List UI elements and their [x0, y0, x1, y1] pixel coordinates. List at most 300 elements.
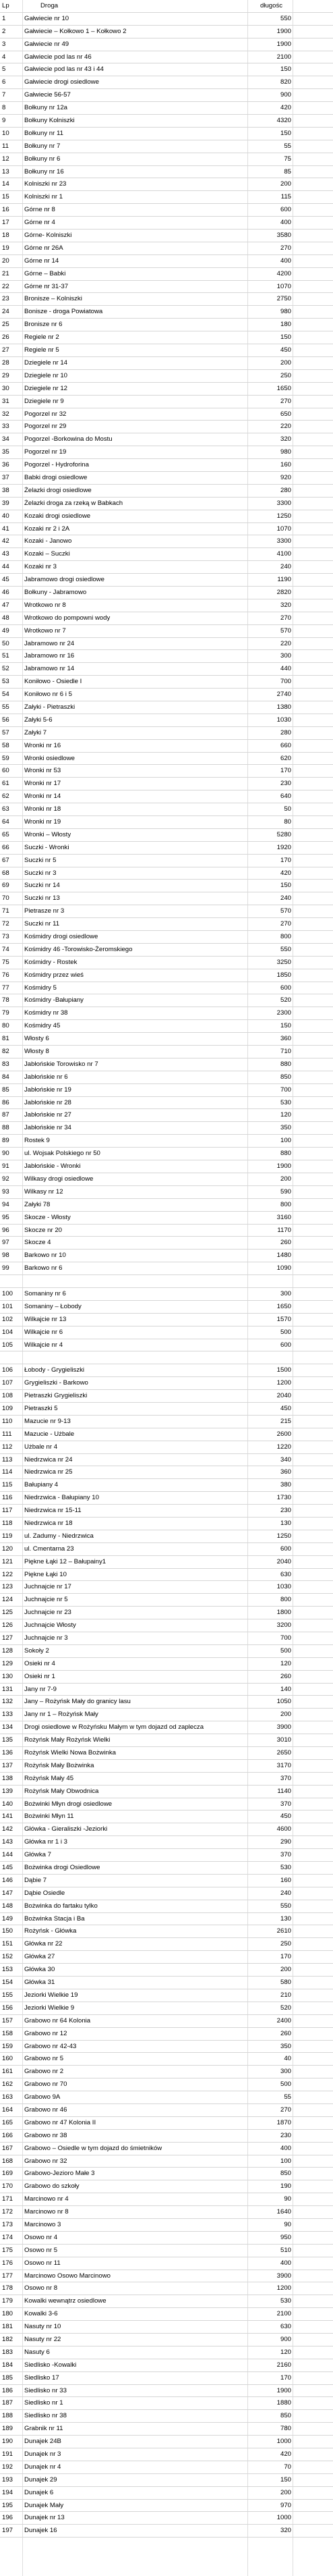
- row-lp: 187: [2, 2399, 13, 2407]
- row-lp: 3: [2, 40, 6, 48]
- row-road: Wronki nr 19: [24, 818, 61, 826]
- row-lp: 116: [2, 1494, 13, 1502]
- row-road: Dziegiele nr 14: [24, 358, 67, 367]
- row-lp: 12: [2, 155, 9, 163]
- row-road: Bołkuny Kolniszki: [24, 117, 75, 125]
- row-road: Grabowo 9A: [24, 2093, 61, 2101]
- row-length: 710: [280, 1048, 291, 1056]
- table-row: [0, 2436, 333, 2448]
- row-road: Wronki osiedlowe: [24, 754, 75, 762]
- table-row: [0, 1339, 333, 1352]
- table-row: [0, 1658, 333, 1671]
- row-length: 2300: [276, 1009, 291, 1017]
- row-road: Sokoły 2: [24, 1646, 49, 1655]
- row-lp: 118: [2, 1519, 13, 1527]
- row-lp: 185: [2, 2373, 13, 2382]
- row-lp: 163: [2, 2093, 13, 2101]
- row-road: Marcinowo nr 8: [24, 2208, 69, 2216]
- row-length: 270: [280, 397, 291, 405]
- table-row: [0, 1071, 333, 1084]
- row-road: Gałwiecie – Kołkowo 1 – Kołkowo 2: [24, 27, 127, 35]
- row-road: Wronki nr 14: [24, 793, 61, 801]
- table-row: [0, 816, 333, 829]
- row-road: Dunajek nr 3: [24, 2450, 61, 2458]
- table-row: [0, 905, 333, 918]
- row-road: Grabowo nr 70: [24, 2081, 67, 2089]
- row-road: Górne nr 26A: [24, 244, 63, 252]
- table-row: [0, 880, 333, 892]
- table-row: [0, 2066, 333, 2078]
- row-road: Wrotkowo nr 7: [24, 626, 66, 635]
- row-road: Bołkuny - Jabramowo: [24, 588, 87, 596]
- row-road: Juchnajcie nr 5: [24, 1596, 68, 1604]
- row-road: Wronki nr 53: [24, 767, 61, 775]
- row-road: Grabowo do szkoły: [24, 2182, 80, 2191]
- row-lp: 15: [2, 193, 9, 201]
- row-road: Koniłowo - Osiedle I: [24, 678, 82, 686]
- row-road: Dunajek nr 4: [24, 2463, 61, 2471]
- table-row: [0, 1020, 333, 1033]
- row-lp: 18: [2, 232, 9, 240]
- table-row: [0, 1492, 333, 1505]
- row-lp: 73: [2, 933, 9, 941]
- table-row: [0, 1887, 333, 1900]
- row-road: Bałupiany 4: [24, 1481, 59, 1489]
- table-row: [0, 1747, 333, 1760]
- table-row: [0, 433, 333, 446]
- row-length: 200: [280, 1175, 291, 1183]
- table-row: [0, 2180, 333, 2193]
- row-lp: 4: [2, 53, 6, 61]
- row-road: Skocze nr 20: [24, 1226, 62, 1234]
- row-lp: 67: [2, 856, 9, 864]
- row-length: 270: [280, 614, 291, 622]
- table-row: [0, 523, 333, 536]
- row-road: Dziegiele nr 10: [24, 371, 67, 379]
- row-road: Pogorzel nr 29: [24, 423, 67, 431]
- row-lp: 24: [2, 308, 9, 316]
- row-road: Bożwinka drogi Osiedlowe: [24, 1864, 100, 1872]
- row-length: 1900: [276, 1162, 291, 1171]
- row-length: 800: [280, 933, 291, 941]
- row-length: 2610: [276, 1927, 291, 1935]
- table-row: [0, 396, 333, 408]
- table-row: [0, 2308, 333, 2321]
- table-row: [0, 1823, 333, 1836]
- table-row: [0, 1186, 333, 1199]
- row-road: Suczki nr 5: [24, 856, 57, 864]
- row-length: 4100: [276, 550, 291, 558]
- row-length: 90: [284, 2220, 291, 2228]
- table-row: [0, 2219, 333, 2232]
- row-lp: 117: [2, 1507, 13, 1515]
- row-length: 600: [280, 984, 291, 992]
- table-row: [0, 166, 333, 179]
- row-lp: 189: [2, 2425, 13, 2433]
- row-road: Jabramowo drogi osiedlowe: [24, 576, 104, 584]
- row-length: 300: [280, 652, 291, 660]
- row-road: Juchnajcie nr 17: [24, 1583, 71, 1591]
- row-road: Siedlisko -Kowalki: [24, 2361, 77, 2369]
- row-length: 2040: [276, 1557, 291, 1565]
- row-length: 980: [280, 448, 291, 456]
- row-length: 660: [280, 741, 291, 749]
- row-lp: 34: [2, 435, 9, 444]
- table-row: [0, 306, 333, 319]
- row-road: Wilkajcie nr 13: [24, 1315, 67, 1323]
- row-lp: 197: [2, 2527, 13, 2535]
- row-road: Kowalki 3-6: [24, 2310, 58, 2318]
- row-road: Kośmidry 46 -Torowisko-Żeromskiego: [24, 945, 133, 953]
- row-lp: 122: [2, 1570, 13, 1578]
- row-length: 880: [280, 1150, 291, 1158]
- row-length: 500: [280, 1328, 291, 1336]
- row-length: 350: [280, 2042, 291, 2050]
- row-length: 600: [280, 206, 291, 214]
- row-road: Somaniny – Łobody: [24, 1302, 82, 1310]
- row-length: 360: [280, 1035, 291, 1043]
- row-road: Rożyńsk Wielki Nowa Bożwinka: [24, 1749, 116, 1757]
- row-length: 1170: [277, 1226, 291, 1234]
- row-lp: 22: [2, 282, 9, 290]
- row-lp: 131: [2, 1685, 13, 1693]
- row-length: 570: [280, 907, 291, 915]
- row-length: [249, 1351, 291, 1364]
- row-lp: 9: [2, 117, 6, 125]
- row-lp: 98: [2, 1252, 9, 1260]
- table-row: [0, 1135, 333, 1148]
- row-length: 3900: [276, 1723, 291, 1732]
- row-road: Siedlisko nr 38: [24, 2412, 67, 2420]
- row-lp: 138: [2, 1774, 13, 1782]
- row-length: 700: [280, 1085, 291, 1094]
- row-lp: 90: [2, 1150, 9, 1158]
- row-length: 2100: [276, 53, 291, 61]
- row-lp: 72: [2, 920, 9, 928]
- header-length: długośc: [260, 2, 283, 9]
- row-road: Siedlisko nr 1: [24, 2399, 63, 2407]
- table-row: [0, 1684, 333, 1696]
- row-road: Gałwiecie pod las nr 43 i 44: [24, 65, 104, 74]
- row-length: 160: [280, 461, 291, 469]
- row-road: Gałwiecie nr 49: [24, 40, 69, 48]
- row-length: 1030: [276, 1583, 291, 1591]
- row-road: Żelazki droga za rzeką w Babkach: [24, 499, 123, 507]
- table-row: [0, 331, 333, 344]
- table-row: [0, 1581, 333, 1594]
- table-row: [0, 383, 333, 396]
- row-lp: 156: [2, 2004, 13, 2012]
- table-row: [0, 2053, 333, 2066]
- row-road: Jany nr 1 – Rożyńsk Mały: [24, 1711, 98, 1719]
- row-road: Bołkuny nr 6: [24, 155, 61, 163]
- table-row: [0, 1671, 333, 1684]
- row-road: Jabłońskie nr 34: [24, 1124, 71, 1132]
- table-row: [0, 1721, 333, 1734]
- row-road: Dunajek nr 13: [24, 2514, 65, 2522]
- row-length: 3160: [276, 1213, 291, 1221]
- row-road: Suczki nr 13: [24, 894, 60, 903]
- row-road: Piękne Łąki 10: [24, 1570, 67, 1578]
- table-row: [0, 740, 333, 753]
- table-row: [0, 714, 333, 727]
- row-lp: 120: [2, 1545, 13, 1553]
- table-row: [0, 1709, 333, 1721]
- table-row: [0, 51, 333, 64]
- row-road: Nasuty nr 10: [24, 2323, 61, 2331]
- table-row: [0, 1403, 333, 1416]
- table-row: [0, 535, 333, 548]
- row-length: 260: [280, 1672, 291, 1680]
- row-road: Kozaki - Janowo: [24, 537, 72, 545]
- row-length: 230: [280, 2131, 291, 2139]
- row-lp: 152: [2, 1953, 13, 1961]
- table-row: [0, 1913, 333, 1926]
- row-length: 1900: [276, 27, 291, 35]
- row-lp: 133: [2, 1711, 13, 1719]
- row-length: 4200: [276, 269, 291, 277]
- table-row: [0, 689, 333, 701]
- row-lp: 19: [2, 244, 9, 252]
- table-row: [0, 140, 333, 153]
- row-lp: 16: [2, 206, 9, 214]
- table-row: [0, 421, 333, 433]
- row-lp: 47: [2, 601, 9, 609]
- row-lp: 83: [2, 1060, 9, 1068]
- row-lp: 147: [2, 1889, 13, 1897]
- row-length: 40: [284, 2055, 291, 2063]
- row-road: [24, 1351, 247, 1364]
- table-row: [0, 701, 333, 714]
- row-length: 850: [280, 2170, 291, 2178]
- row-lp: 52: [2, 665, 9, 673]
- row-road: Górne nr 8: [24, 206, 55, 214]
- row-lp: 148: [2, 1902, 13, 1910]
- row-length: 950: [280, 2233, 291, 2241]
- row-lp: 159: [2, 2042, 13, 2050]
- row-length: 2820: [276, 588, 291, 596]
- row-road: Gałwiecie nr 10: [24, 14, 69, 22]
- table-row: [0, 1007, 333, 1020]
- row-length: 270: [280, 2105, 291, 2114]
- row-length: 1200: [276, 2284, 291, 2292]
- table-row: [0, 2143, 333, 2155]
- row-road: Suczki nr 14: [24, 882, 60, 890]
- row-length: 1070: [276, 525, 291, 533]
- row-lp: 42: [2, 537, 9, 545]
- row-length: 200: [280, 1966, 291, 1974]
- row-lp: 144: [2, 1851, 13, 1859]
- table-row: [0, 1798, 333, 1811]
- row-lp: 108: [2, 1392, 13, 1400]
- row-lp: 65: [2, 830, 9, 838]
- row-road: Bożwinki Młyn 11: [24, 1813, 74, 1821]
- row-length: 270: [280, 920, 291, 928]
- row-length: 850: [280, 2412, 291, 2420]
- row-lp: 154: [2, 1979, 13, 1987]
- row-road: Kozaki nr 2 i 2A: [24, 525, 70, 533]
- row-lp: 78: [2, 996, 9, 1004]
- table-row: [0, 2257, 333, 2270]
- row-lp: 134: [2, 1723, 13, 1732]
- row-lp: 40: [2, 512, 9, 520]
- header-lp: Lp: [2, 2, 9, 9]
- row-road: Grabowo nr 32: [24, 2157, 67, 2165]
- row-lp: 153: [2, 1966, 13, 1974]
- table-row: [0, 2448, 333, 2461]
- row-road: Osieki nr 1: [24, 1672, 55, 1680]
- table-row: [0, 931, 333, 944]
- table-row: [0, 357, 333, 370]
- row-lp: 135: [2, 1736, 13, 1744]
- row-lp: 109: [2, 1404, 13, 1412]
- row-length: 1640: [276, 2208, 291, 2216]
- row-lp: 81: [2, 1035, 9, 1043]
- row-length: 4320: [276, 117, 291, 125]
- table-row: [0, 625, 333, 638]
- row-length: 120: [280, 2348, 291, 2356]
- table-row: [0, 2245, 333, 2257]
- table-row: [0, 1033, 333, 1046]
- table-row: [0, 1938, 333, 1951]
- row-lp: 112: [2, 1443, 13, 1451]
- row-lp: 149: [2, 1914, 13, 1923]
- table-row: [0, 1109, 333, 1122]
- row-road: Juchnajcie nr 3: [24, 1634, 68, 1642]
- row-lp: 184: [2, 2361, 13, 2369]
- row-road: Główka 31: [24, 1979, 55, 1987]
- row-lp: 70: [2, 894, 9, 903]
- row-lp: 140: [2, 1800, 13, 1808]
- table-row: [0, 2359, 333, 2372]
- table-row: [0, 1441, 333, 1454]
- row-length: 1880: [276, 2399, 291, 2407]
- table-row: [0, 1875, 333, 1887]
- table-row: [0, 204, 333, 217]
- row-length: 3300: [276, 499, 291, 507]
- row-length: 230: [280, 780, 291, 788]
- row-road: Osieki nr 4: [24, 1659, 55, 1667]
- row-road: Główka 30: [24, 1966, 55, 1974]
- table-row: [0, 2321, 333, 2334]
- row-length: 170: [280, 856, 291, 864]
- table-row: [0, 829, 333, 842]
- row-length: 1070: [276, 282, 291, 290]
- row-length: 370: [280, 1800, 291, 1808]
- table-row: [0, 1734, 333, 1747]
- row-lp: 168: [2, 2157, 13, 2165]
- row-length: 520: [280, 2004, 291, 2012]
- row-length: 550: [280, 14, 291, 22]
- row-lp: 107: [2, 1379, 13, 1387]
- row-length: 1650: [276, 1302, 291, 1310]
- row-road: Kolniszki nr 23: [24, 180, 67, 188]
- row-lp: 194: [2, 2488, 13, 2496]
- row-road: Kozaki drogi osiedlowe: [24, 512, 91, 520]
- table-row: [0, 599, 333, 612]
- row-length: 115: [280, 193, 291, 201]
- row-length: 1030: [276, 716, 291, 724]
- table-row: [0, 1632, 333, 1645]
- row-length: 200: [280, 1711, 291, 1719]
- row-length: 450: [280, 1813, 291, 1821]
- row-length: 1000: [276, 2438, 291, 2446]
- row-road: Dunajek 24B: [24, 2438, 61, 2446]
- table-row: [0, 1428, 333, 1441]
- row-road: Górne nr 4: [24, 219, 55, 227]
- row-lp: 139: [2, 1787, 13, 1795]
- row-length: 340: [280, 1455, 291, 1464]
- row-length: 570: [280, 626, 291, 635]
- row-road: Niedrzwica nr 15-11: [24, 1507, 82, 1515]
- row-road: Skocze 4: [24, 1239, 51, 1247]
- row-lp: 193: [2, 2475, 13, 2484]
- row-lp: 84: [2, 1073, 9, 1081]
- table-row: [0, 408, 333, 421]
- row-road: Bołkuny nr 12a: [24, 104, 67, 112]
- row-road: Kośmidry 45: [24, 1022, 61, 1030]
- row-road: Jabramowo nr 16: [24, 652, 75, 660]
- row-road: Suczki nr 3: [24, 869, 57, 877]
- table-row: [0, 1569, 333, 1582]
- table-row: [0, 191, 333, 204]
- table-row: [0, 217, 333, 230]
- table-row: [0, 76, 333, 89]
- table-row: [0, 1148, 333, 1160]
- table-row: [0, 638, 333, 651]
- table-row: [0, 2372, 333, 2385]
- row-lp: 55: [2, 703, 9, 711]
- row-lp: 10: [2, 129, 9, 137]
- row-road: Bołkuny nr 7: [24, 142, 61, 150]
- row-length: 420: [280, 869, 291, 877]
- row-lp: 164: [2, 2105, 13, 2114]
- table-row: [0, 1351, 333, 1364]
- row-length: 400: [280, 219, 291, 227]
- table-row: [0, 2385, 333, 2398]
- row-lp: 113: [2, 1455, 13, 1464]
- row-road: Jany nr 7-9: [24, 1685, 57, 1693]
- row-road: Dąbie 7: [24, 1876, 47, 1884]
- row-length: 850: [280, 1073, 291, 1081]
- row-lp: 115: [2, 1481, 13, 1489]
- row-lp: 106: [2, 1366, 13, 1374]
- row-road: Piękne Łąki 12 – Bałupainy1: [24, 1557, 107, 1565]
- row-road: Jabłońskie - Wronki: [24, 1162, 81, 1171]
- row-lp: 128: [2, 1646, 13, 1655]
- row-road: Suczki - Wronki: [24, 843, 69, 851]
- table-row: [0, 1212, 333, 1225]
- row-road: Pogorzel nr 32: [24, 410, 67, 418]
- row-road: ul. Zadumy - Niedrzwica: [24, 1532, 94, 1540]
- row-length: 70: [284, 2463, 291, 2471]
- row-length: 980: [280, 308, 291, 316]
- row-lp: 95: [2, 1213, 9, 1221]
- table-row: [0, 1607, 333, 1619]
- row-road: Dziegiele nr 12: [24, 384, 67, 392]
- row-length: 600: [280, 1341, 291, 1349]
- row-lp: 48: [2, 614, 9, 622]
- table-row: [0, 2155, 333, 2168]
- table-row: [0, 957, 333, 969]
- row-lp: 160: [2, 2055, 13, 2063]
- table-row: [0, 982, 333, 995]
- row-road: Grabowo nr 42-43: [24, 2042, 77, 2050]
- row-length: 630: [280, 2323, 291, 2331]
- row-lp: 1: [2, 14, 6, 22]
- row-lp: 155: [2, 1991, 13, 1999]
- row-road: Pogorzel - Hydroforina: [24, 461, 89, 469]
